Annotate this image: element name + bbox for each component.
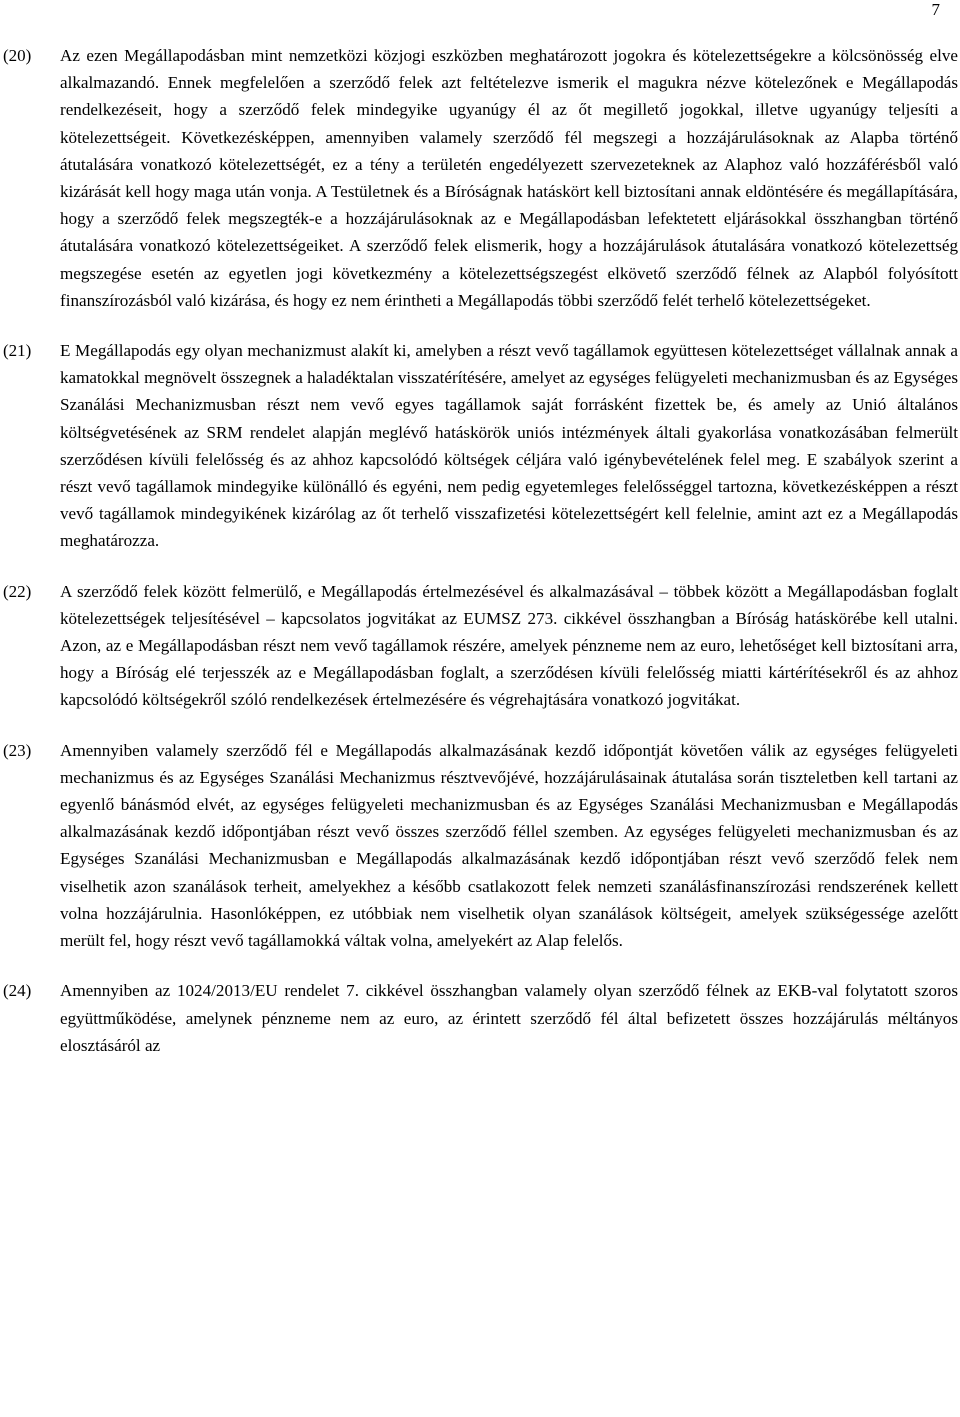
- paragraph-20: [0, 42, 960, 314]
- paragraph-23: [0, 737, 960, 955]
- page-number: 7: [931, 0, 940, 19]
- paragraph-22: [0, 578, 960, 714]
- paragraph-21: [0, 337, 960, 555]
- paragraph-24: [0, 977, 960, 1059]
- document-body: [0, 42, 960, 1082]
- paragraph-number: (23): [3, 740, 32, 760]
- paragraph-number: (21): [3, 341, 32, 361]
- paragraph-text: A szerződő felek között felmerülő, e Megállapodás értelmezésével és alkalmazásával – többek között a Megállapodásban foglalt kötelezettségek teljesítésével – kapcsolatos jogvitákat az EUMSZ 273. cikkével összhangban a Bíróság hatáskörébe kell utalni. Azon, az e Megállapodásban részt nem vevő tagállamok részére, amelyek pénzneme nem az euro, lehetőséget kell biztosítani arra, hogy a Bíróság elé terjesszék az e Megállapodásban foglalt, a szerződésen kívüli felelősség miatti kártérítésekről és az ahhoz kapcsolódó költségekről szóló rendelkezések értelmezésére és végrehajtására vonatkozó jogvitákat.: [60, 581, 958, 710]
- paragraph-text: Amennyiben valamely szerződő fél e Megállapodás alkalmazásának kezdő időpontját követően válik az egységes felügyeleti mechanizmus és az Egységes Szanálási Mechanizmus résztvevőjévé, hozzájárulásainak átutalása során tiszteletben kell tartani az egyenlő bánásmód elvét, az egységes felügyeleti mechanizmusban és az Egységes Szanálási Mechanizmusban e Megállapodás alkalmazásának kezdő időpontjában részt vevő összes szerződő féllel szemben. Az egységes felügyeleti mechanizmusban és az Egységes Szanálási Mechanizmusban e Megállapodás alkalmazásának kezdő időpontjában részt vevő szerződő felek nem viselhetik azon szanálások terheit, amelyekhez a később csatlakozott felek nemzeti szanálásfinanszírozási rendszerének kellett volna hozzájárulnia. Hasonlóképpen, ez utóbbiak nem viselhetik olyan szanálások költségeit, amelyek szükségessége azelőtt merült fel, hogy részt vevő tagállamokká váltak volna, amelyekért az Alap felelős.: [60, 740, 958, 951]
- paragraph-text: E Megállapodás egy olyan mechanizmust alakít ki, amelyben a részt vevő tagállamok együttesen kötelezettséget vállalnak annak a kamatokkal megnövelt összegnek a haladéktalan visszatérítésére, amelyet az egységes felügyeleti mechanizmusban és az Egységes Szanálási Mechanizmusban részt nem vevő egyes tagállamok saját forrásként fizettek be, és amely az Unió általános költségvetésének az SRM rendelet alapján meglévő hatáskörök uniós intézmények általi gyakorlása vonatkozásában felmerült szerződésen kívüli felelősség és az ahhoz kapcsolódó költségek céljára való igénybevételének felel meg. E szabályok szerint a részt vevő tagállamok mindegyike különálló és egyéni, nem pedig egyetemleges felelősséggel tartozna, következésképpen a részt vevő tagállamok mindegyikének kizárólag az őt terhelő visszafizetési kötelezettségért kell felelnie, amint azt ez a Megállapodás meghatározza.: [60, 341, 958, 551]
- paragraph-text: Amennyiben az 1024/2013/EU rendelet 7. cikkével összhangban valamely olyan szerződő félnek az EKB-val folytatott szoros együttműködése, amelynek pénzneme nem az euro, az érintett szerződő fél által befizetett összes hozzájárulás méltányos elosztásáról az: [60, 981, 958, 1055]
- paragraph-number: (20): [3, 46, 32, 65]
- paragraph-number: (22): [3, 581, 32, 601]
- paragraph-number: (24): [3, 981, 32, 1001]
- paragraph-text: Az ezen Megállapodásban mint nemzetközi közjogi eszközben meghatározott jogokra és kötelezettségekre a kölcsönösség elve alkalmazandó. Ennek megfelelően a szerződő felek azt feltételezve ismerik el magukra nézve kötelezőnek e Megállapodás rendelkezéseit, hogy a szerződő felek mindegyike ugyanúgy él az őt megillető jogokkal, illetve ugyanúgy teljesíti a kötelezettségeit. Következésképpen, amennyiben valamely szerződő fél megszegi a hozzájárulásoknak az Alapba történő átutalására vonatkozó kötelezettségét, ez a tény a területén engedélyezett szervezeteknek az Alaphoz való hozzáférésből való kizárását kell hogy maga után vonja. A Testületnek és a Bíróságnak hatáskört kell biztosítani annak eldöntésére és megállapítására, hogy a szerződő felek megszegték-e a hozzájárulásoknak az e Megállapodásban lefektetett eljárásokkal összhangban történő átutalására vonatkozó kötelezettségeiket. A szerződő felek elismerik, hogy a hozzájárulások átutalására vonatkozó kötelezettség megszegése esetén az egyetlen jogi következmény a kötelezettségszegést elkövető szerződő félnek az Alapból folyósított finanszírozásból való kizárása, és hogy ez nem érintheti a Megállapodás többi szerződő felét terhelő kötelezettségeket.: [60, 46, 958, 310]
